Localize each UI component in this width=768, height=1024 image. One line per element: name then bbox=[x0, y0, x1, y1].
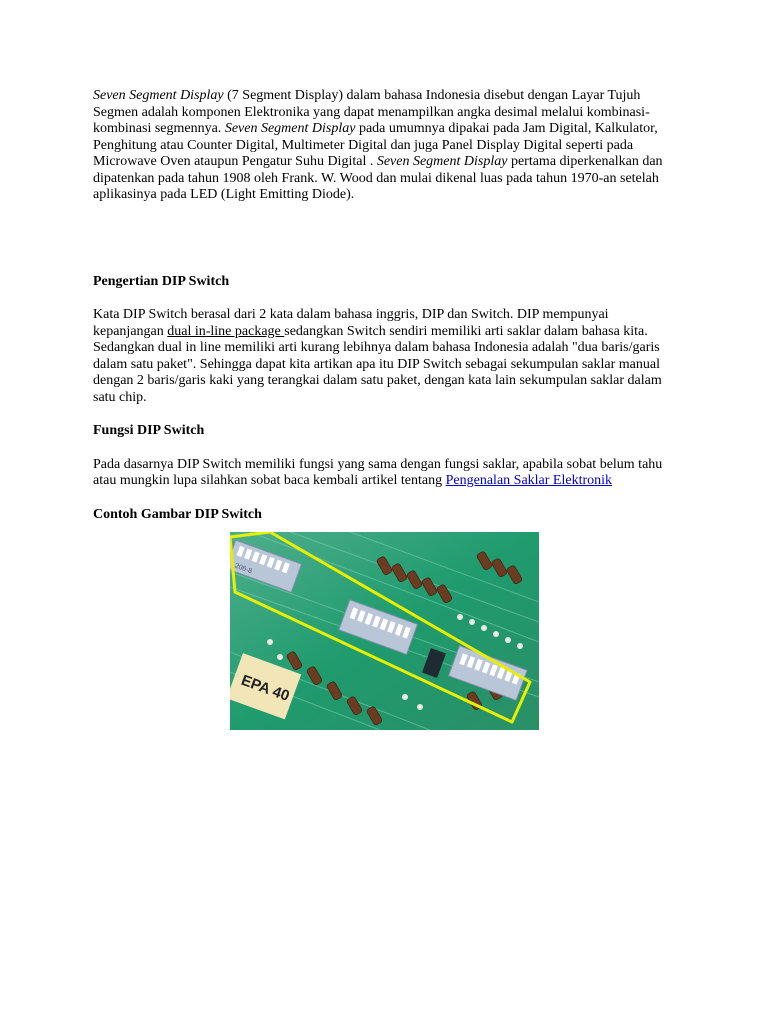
fungsi-text-1: Pada dasarnya DIP Switch memiliki fungsi yang sama dengan fungsi saklar, apabila sobat belum tahu atau mungkin lupa silahkan sobat baca kembali artikel tentang bbox=[93, 456, 663, 488]
term-seven-segment-3: Seven Segment Display bbox=[376, 154, 508, 169]
document-page bbox=[93, 88, 677, 730]
switch-label: 206-8 bbox=[233, 562, 253, 576]
dip-switch-photo bbox=[230, 532, 539, 730]
link-pengenalan-saklar[interactable]: Pengenalan Saklar Elektronik bbox=[445, 473, 613, 488]
paragraph-pengertian bbox=[93, 307, 677, 406]
intro-paragraph bbox=[93, 88, 677, 204]
term-seven-segment-1: Seven Segment Display bbox=[93, 88, 224, 103]
underlined-term: dual in-line package bbox=[167, 323, 285, 339]
blank-space bbox=[93, 204, 677, 274]
intro-text-2: pada umumnya dipakai pada Jam Digital, Kalkulator, Penghitung atau Counter Digital, Multimeter Digital dan juga Panel Display Digital seperti pada Microwave Oven ataupun Pengatur Suhu Digital . bbox=[93, 121, 658, 169]
figure-container bbox=[93, 532, 677, 730]
intro-text-3: pertama diperkenalkan dan dipatenkan pada tahun 1908 oleh Frank. W. Wood dan mulai dikenal luas pada tahun 1970-an setelah aplikasinya pada LED (Light Emitting Diode). bbox=[93, 154, 663, 202]
pengertian-text-2: sedangkan Switch sendiri memiliki arti saklar dalam bahasa kita. Sedangkan dual in line memiliki arti kurang lebihnya dalam bahasa Indonesia adalah "dua baris/garis dalam satu paket". Sehingga dapat kita artikan apa itu DIP Switch sebagai sekumpulan saklar manual dengan 2 baris/garis kaki yang terangkai dalam satu paket, dengan kata lain sekumpulan saklar dalam satu chip. bbox=[93, 323, 662, 405]
pengertian-text-1: Kata DIP Switch berasal dari 2 kata dalam bahasa inggris, DIP dan Switch. DIP mempunyai kepanjangan bbox=[93, 307, 609, 339]
board-label: EPA 40 bbox=[238, 671, 292, 705]
heading-contoh-gambar: Contoh Gambar DIP Switch bbox=[93, 506, 262, 522]
paragraph-fungsi bbox=[93, 457, 677, 490]
heading-fungsi: Fungsi DIP Switch bbox=[93, 423, 205, 438]
intro-text-1: (7 Segment Display) dalam bahasa Indonesia disebut dengan Layar Tujuh Segmen adalah komponen Elektronika yang dapat menampilkan angka desimal melalui kombinasi-kombinasi segmennya. bbox=[93, 88, 650, 136]
term-seven-segment-2: Seven Segment Display bbox=[224, 121, 356, 136]
heading-pengertian: Pengertian DIP Switch bbox=[93, 273, 230, 289]
